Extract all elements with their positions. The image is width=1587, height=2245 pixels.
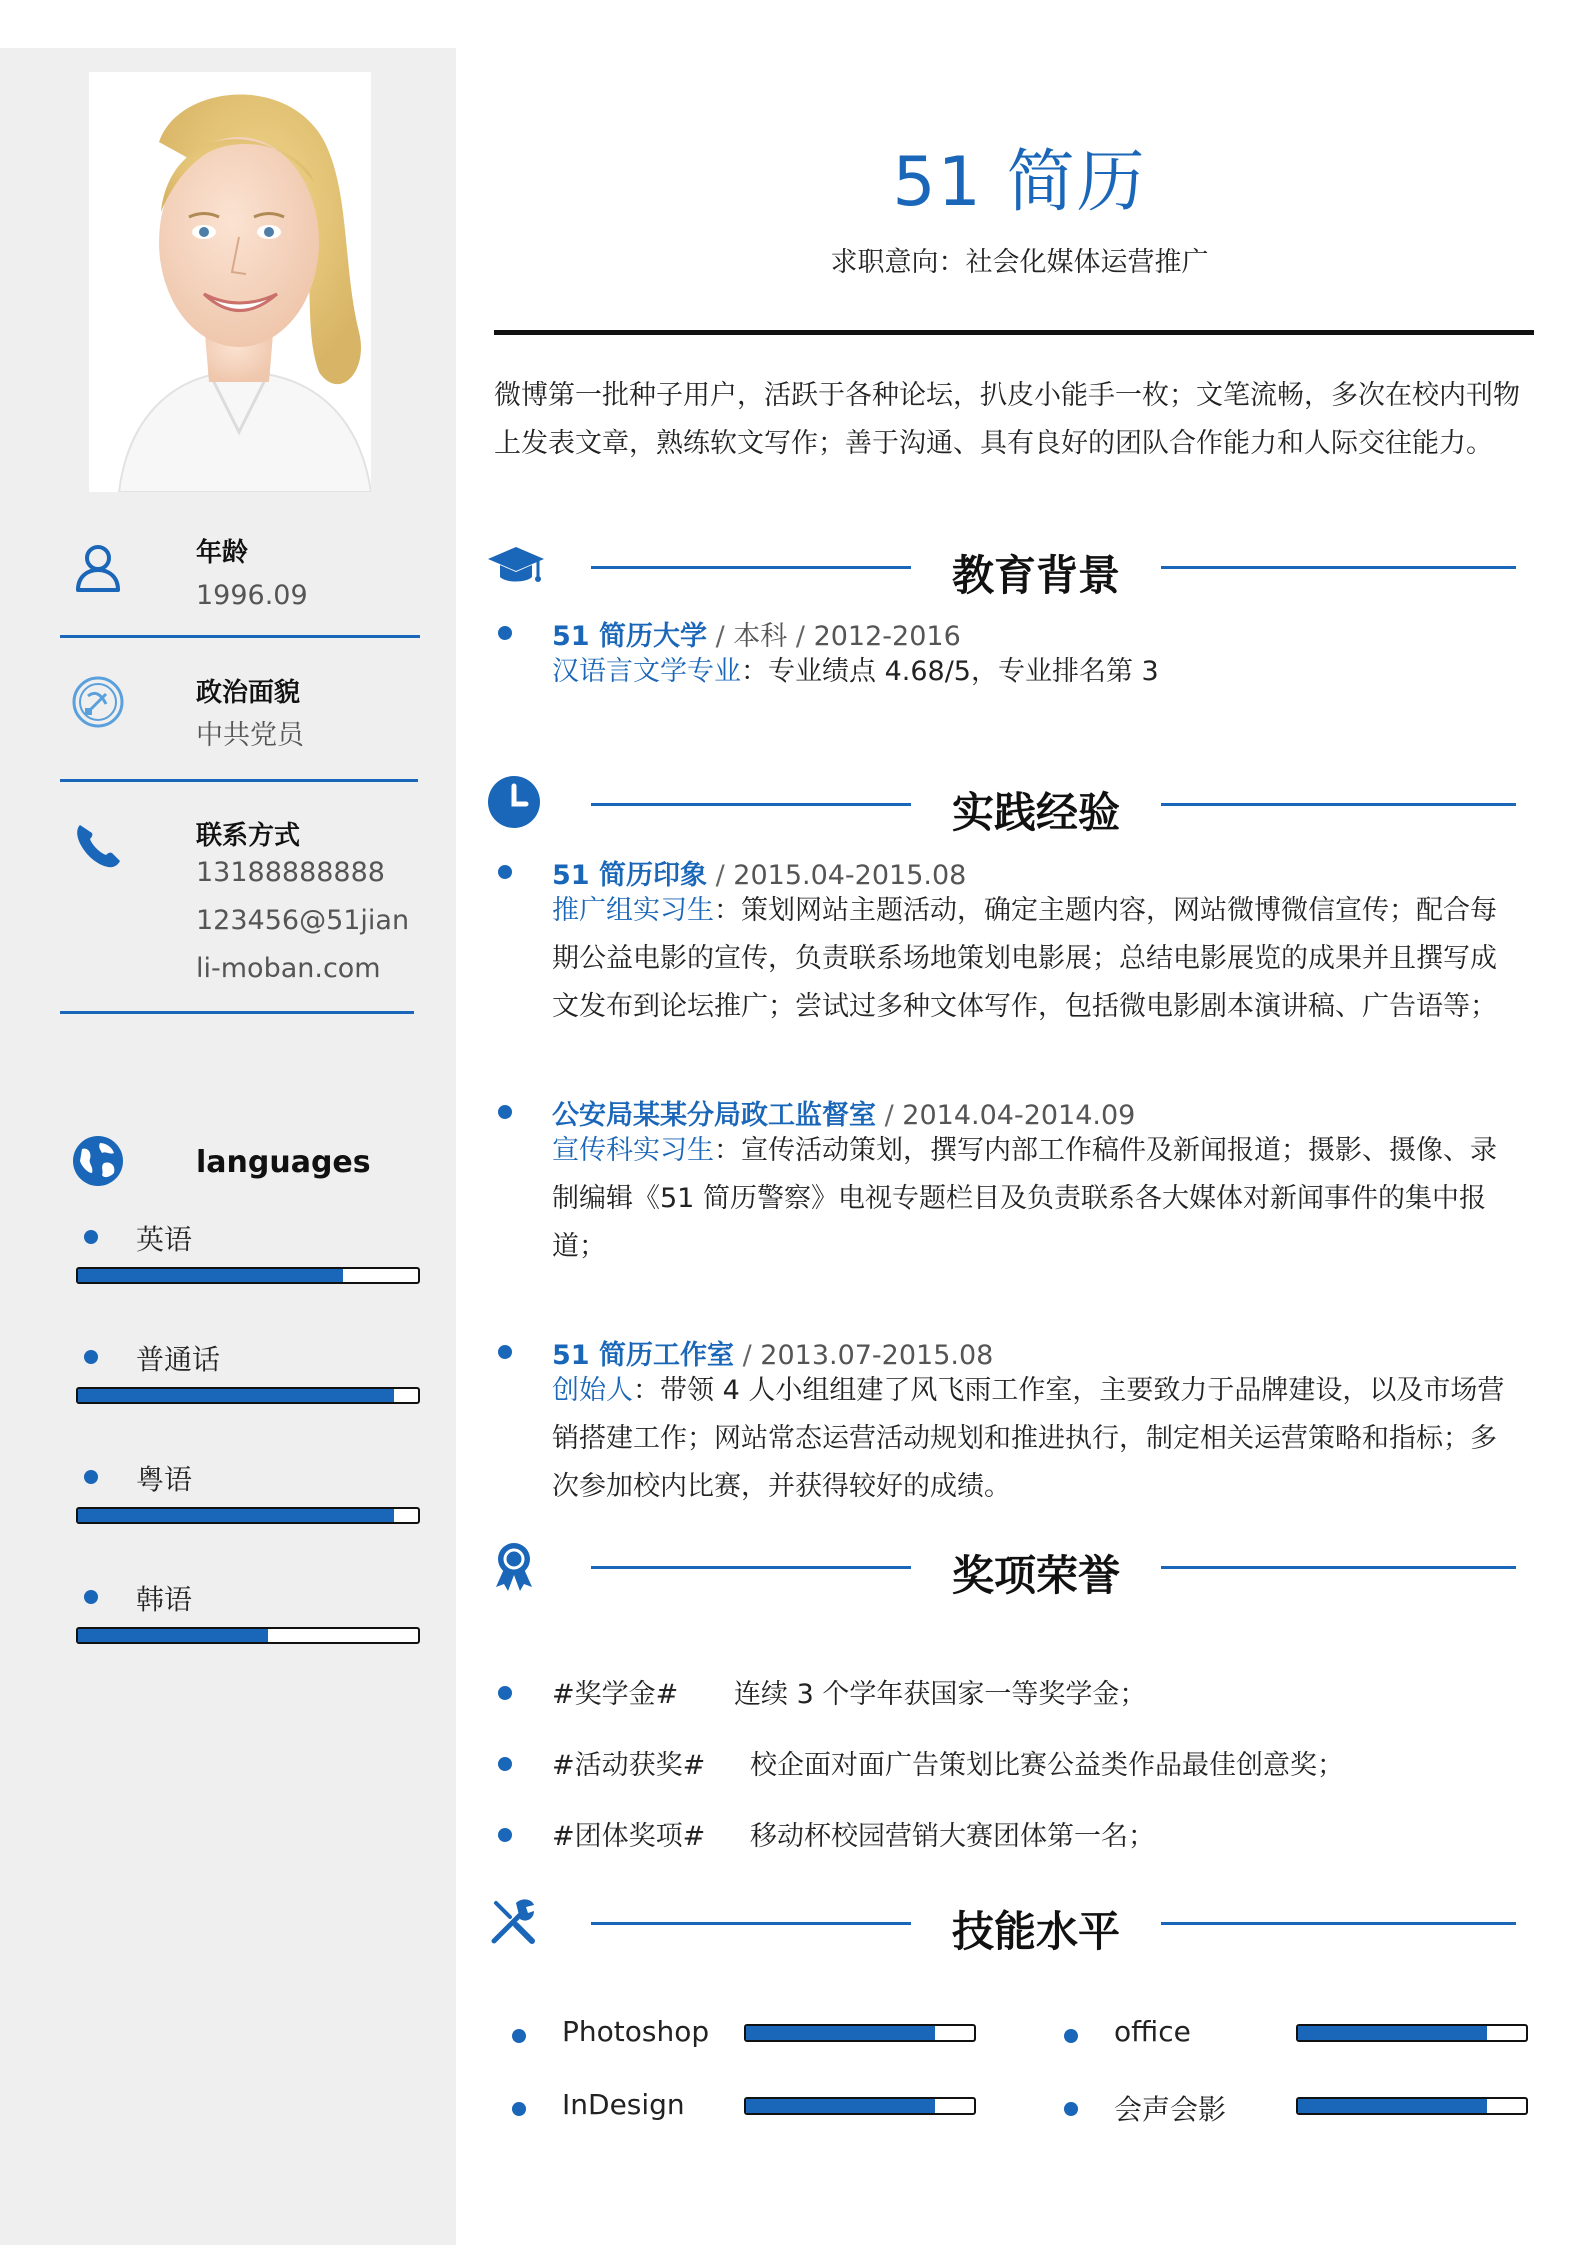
entry-detail: 汉语言文学专业：专业绩点 4.68/5，专业排名第 3 xyxy=(552,656,1159,687)
award-item xyxy=(494,1739,1544,1789)
award-tag: #活动获奖# xyxy=(552,1750,706,1781)
entry-heading: 51 简历印象 / 2015.04-2015.08 xyxy=(552,860,967,891)
skill-fill xyxy=(746,2099,935,2113)
bullet xyxy=(498,626,512,640)
skill-item xyxy=(512,2013,982,2053)
age-value: 1996.09 xyxy=(196,580,308,611)
skill-bar xyxy=(744,2097,976,2115)
self-intro: 微博第一批种子用户，活跃于各种论坛，扒皮小能手一枚；文笔流畅，多次在校内刊物上发表文章，熟练软文写作；善于沟通、具有良好的团队合作能力和人际交往能力。 xyxy=(494,380,1520,459)
degree: 本科 xyxy=(733,621,788,652)
skill-fill xyxy=(746,2026,935,2040)
role: 推广组实习生 xyxy=(552,895,714,926)
entry-heading: 51 简历大学 / 本科 / 2012-2016 xyxy=(552,621,961,652)
bullet xyxy=(84,1590,98,1604)
language-name: 粤语 xyxy=(136,1463,193,1496)
role: 宣传科实习生 xyxy=(552,1135,714,1166)
bullet xyxy=(498,1757,512,1771)
period: 2013.07-2015.08 xyxy=(760,1340,994,1371)
clock-icon xyxy=(486,774,542,830)
entry-detail: 推广组实习生：策划网站主题活动，确定主题内容，网站微博微信宣传；配合每 期公益电影的宣传，负责联系场地策划电影展；总结电影展览的成果并且撰写成 文发布到论坛推广；尝试过多种文体写作，包括微电影剧本演讲稿、广告语等； xyxy=(552,895,1497,1022)
education-header xyxy=(486,537,1546,600)
politics-label: 政治面貌 xyxy=(196,678,301,708)
skill-item xyxy=(1064,2086,1534,2126)
education-entry xyxy=(494,614,1544,714)
phone-icon xyxy=(70,817,126,873)
job-objective: 求职意向：社会化媒体运营推广 xyxy=(830,247,1209,278)
person-icon xyxy=(70,538,126,594)
skill-name: InDesign xyxy=(562,2088,685,2121)
section-line xyxy=(591,1566,911,1569)
organization: 公安局某某分局政工监督室 xyxy=(552,1100,876,1131)
bullet xyxy=(1064,2102,1078,2116)
skills-header xyxy=(486,1893,1546,1956)
awards-title: 奖项荣誉 xyxy=(951,1551,1120,1600)
politics-value: 中共党员 xyxy=(196,720,304,751)
major: 汉语言文学专业 xyxy=(552,656,741,687)
skill-fill xyxy=(1298,2099,1487,2113)
experience-entry xyxy=(494,1333,1544,1533)
tools-icon xyxy=(486,1893,542,1949)
experience-entry xyxy=(494,1093,1544,1293)
education-title: 教育背景 xyxy=(951,551,1120,600)
language-level-bar xyxy=(76,1627,420,1644)
section-line xyxy=(591,803,911,806)
skill-name: Photoshop xyxy=(562,2015,710,2048)
divider xyxy=(60,635,420,638)
bullet xyxy=(84,1470,98,1484)
skills-title: 技能水平 xyxy=(951,1907,1120,1956)
contact-label: 联系方式 xyxy=(196,821,301,851)
section-line xyxy=(1161,1922,1516,1925)
age-block xyxy=(0,520,456,640)
entry-heading: 公安局某某分局政工监督室 / 2014.04-2014.09 xyxy=(552,1100,1136,1131)
graduation-cap-icon xyxy=(486,537,542,593)
skill-item xyxy=(512,2086,982,2126)
award-item xyxy=(494,1810,1544,1860)
section-line xyxy=(1161,566,1516,569)
contact-email-line2: li-moban.com xyxy=(196,953,381,984)
awards-header xyxy=(486,1537,1546,1600)
section-line xyxy=(1161,803,1516,806)
skill-name: office xyxy=(1114,2015,1191,2048)
language-name: 韩语 xyxy=(136,1583,193,1616)
award-tag: #奖学金# xyxy=(552,1679,679,1710)
language-level-fill xyxy=(78,1389,394,1402)
language-item xyxy=(0,1572,456,1672)
language-item xyxy=(0,1452,456,1552)
entry-detail: 创始人：带领 4 人小组组建了风飞雨工作室，主要致力于品牌建设，以及市场营 销搭建工作；网站常态运营活动规划和推进执行，制定相关运营策略和指标；多 次参加校内比赛，并获得较好的成绩。 xyxy=(552,1375,1505,1502)
entry-detail: 宣传科实习生：宣传活动策划，撰写内部工作稿件及新闻报道；摄影、摄像、录 制编辑《51 简历警察》电视专题栏目及负责联系各大媒体对新闻事件的集中报 道； xyxy=(552,1135,1497,1262)
language-item xyxy=(0,1212,456,1312)
language-level-bar xyxy=(76,1507,420,1524)
school-name: 51 简历大学 xyxy=(552,621,707,652)
experience-header xyxy=(486,774,1546,837)
divider xyxy=(60,779,418,782)
period: 2014.04-2014.09 xyxy=(902,1100,1136,1131)
contact-phone: 13188888888 xyxy=(196,857,385,888)
period: 2012-2016 xyxy=(813,621,961,652)
contact-email-line1: 123456@51jian xyxy=(196,905,410,936)
resume-name: 51 简历 xyxy=(892,143,1147,222)
language-level-fill xyxy=(78,1509,394,1522)
age-label: 年龄 xyxy=(196,538,249,568)
politics-block xyxy=(0,660,456,780)
bullet xyxy=(498,1345,512,1359)
bullet xyxy=(498,865,512,879)
skill-bar xyxy=(744,2024,976,2042)
award-tag: #团体奖项# xyxy=(552,1821,706,1852)
section-line xyxy=(591,1922,911,1925)
bullet xyxy=(512,2029,526,2043)
language-level-bar xyxy=(76,1267,420,1284)
bullet xyxy=(84,1230,98,1244)
period: 2015.04-2015.08 xyxy=(733,860,967,891)
profile-photo xyxy=(89,72,371,492)
organization: 51 简历工作室 xyxy=(552,1340,734,1371)
experience-title: 实践经验 xyxy=(951,788,1120,837)
section-line xyxy=(591,566,911,569)
header-divider xyxy=(494,330,1534,335)
entry-heading: 51 简历工作室 / 2013.07-2015.08 xyxy=(552,1340,994,1371)
award-desc: 移动杯校园营销大赛团体第一名； xyxy=(750,1821,1155,1852)
language-level-fill xyxy=(78,1269,343,1282)
contact-block xyxy=(0,805,456,1015)
role: 创始人 xyxy=(552,1375,633,1406)
award-ribbon-icon xyxy=(486,1537,542,1593)
experience-entry xyxy=(494,853,1544,1053)
bullet xyxy=(498,1105,512,1119)
skill-bar xyxy=(1296,2097,1528,2115)
language-item xyxy=(0,1332,456,1432)
bullet xyxy=(498,1686,512,1700)
skill-item xyxy=(1064,2013,1534,2053)
bullet xyxy=(1064,2029,1078,2043)
bullet xyxy=(512,2102,526,2116)
language-level-bar xyxy=(76,1387,420,1404)
award-desc: 校企面对面广告策划比赛公益类作品最佳创意奖； xyxy=(750,1750,1344,1781)
language-name: 英语 xyxy=(136,1223,193,1256)
award-item xyxy=(494,1668,1544,1718)
bullet xyxy=(84,1350,98,1364)
party-emblem-icon xyxy=(70,674,126,730)
skill-fill xyxy=(1298,2026,1487,2040)
section-line xyxy=(1161,1566,1516,1569)
skill-bar xyxy=(1296,2024,1528,2042)
organization: 51 简历印象 xyxy=(552,860,707,891)
language-name: 普通话 xyxy=(136,1343,221,1376)
award-desc: 连续 3 个学年获国家一等奖学金； xyxy=(734,1679,1147,1710)
bullet xyxy=(498,1828,512,1842)
globe-icon xyxy=(70,1133,126,1189)
divider xyxy=(60,1011,414,1014)
language-level-fill xyxy=(78,1629,268,1642)
languages-title: languages xyxy=(196,1145,371,1180)
skill-name: 会声会影 xyxy=(1114,2093,1227,2126)
